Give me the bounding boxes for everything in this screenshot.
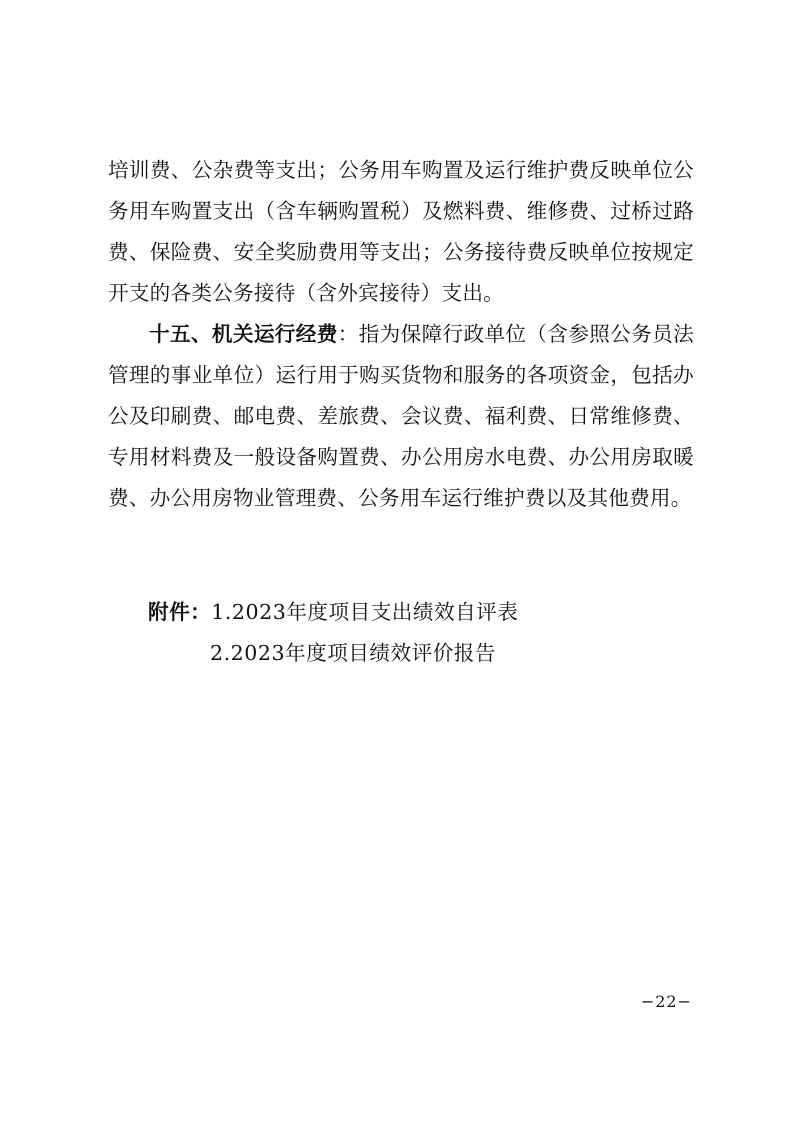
body-paragraph-2: [108, 314, 694, 519]
section-heading-fifteen: 十五、机关运行经费: [149, 322, 338, 346]
attachment-line-1: [148, 592, 518, 633]
section-body-fifteen: ：指为保障行政单位（含参照公务员法管理的事业单位）运行用于购买货物和服务的各项资金，包括办公及印刷费、邮电费、差旅费、会议费、福利费、日常维修费、专用材料费及一般设备购置费、办公用房水电费、办公用房取暖费、办公用房物业管理费、公务用车运行维护费以及其他费用。: [108, 322, 695, 510]
body-paragraph-1: 培训费、公杂费等支出；公务用车购置及运行维护费反映单位公务用车购置支出（含车辆购置税）及燃料费、维修费、过桥过路费、保险费、安全奖励费用等支出；公务接待费反映单位按规定开支的各类公务接待（含外宾接待）支出。: [108, 158, 694, 305]
page-number: −22−: [640, 992, 692, 1011]
attachment-item-1: 1.2023年度项目支出绩效自评表: [211, 600, 519, 624]
attachment-line-2: [148, 633, 518, 674]
attachment-item-2: 2.2023年度项目绩效评价报告: [210, 641, 496, 665]
attachments-block: [148, 592, 518, 674]
attachments-label: 附件：: [148, 600, 212, 624]
